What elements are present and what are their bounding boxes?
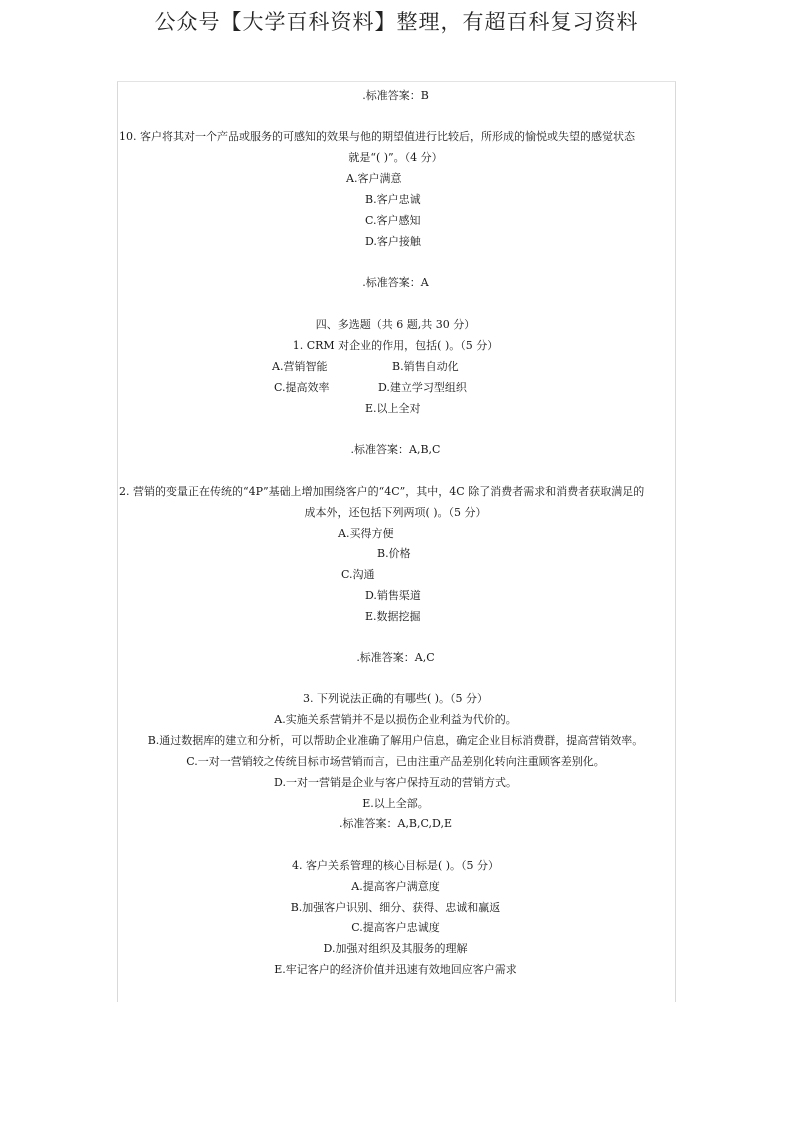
mq4-option-c: C.提高客户忠诚度 [351,921,440,934]
q10-text-line1: 10. 客户将其对一个产品或服务的可感知的效果与他的期望值进行比较后，所形成的愉悦或失望的感觉状态 [119,130,635,143]
q10-option-a: A.客户满意 [346,172,402,185]
mq1-option-e: E.以上全对 [365,402,421,415]
section4-title: 四、多选题（共 6 题,共 30 分） [315,318,476,331]
q10-option-b: B.客户忠诚 [365,193,421,206]
q9-answer: .标准答案：B [362,89,429,102]
mq1-option-b: B.销售自动化 [392,360,459,373]
mq2-option-c: C.沟通 [341,568,375,581]
mq2-option-a: A.买得方便 [338,527,394,540]
mq4-option-a: A.提高客户满意度 [351,880,440,893]
mq3-option-d: D.一对一营销是企业与客户保持互动的营销方式。 [274,776,517,789]
mq1-option-d: D.建立学习型组织 [378,381,467,394]
mq2-text-line2: 成本外，还包括下列两项( )。（5 分） [304,506,487,519]
page-header-title: 公众号【大学百科资料】整理，有超百科复习资料 [154,10,639,34]
mq2-option-b: B.价格 [377,547,411,560]
mq1-answer: .标准答案：A,B,C [350,443,441,456]
mq1-option-c: C.提高效率 [274,381,330,394]
mq4-option-e: E.牢记客户的经济价值并迅速有效地回应客户需求 [274,963,517,976]
mq3-option-a: A.实施关系营销并不是以损伤企业利益为代价的。 [274,713,517,726]
mq1-option-a: A.营销智能 [272,360,328,373]
q10-option-d: D.客户接触 [365,235,421,248]
mq2-answer: .标准答案：A,C [356,651,435,664]
mq1-text: 1. CRM 对企业的作用，包括( )。（5 分） [292,339,499,352]
q10-text-line2: 就是“( )”。（4 分） [348,151,443,164]
mq4-text: 4. 客户关系管理的核心目标是( )。（5 分） [291,859,500,872]
q10-answer: .标准答案：A [362,276,429,289]
mq2-text-line1: 2. 营销的变量正在传统的“4P”基础上增加围绕客户的“4C”，其中，4C 除了消费者需求和消费者获取满足的 [119,485,645,498]
mq2-option-d: D.销售渠道 [365,589,421,602]
mq3-answer: .标准答案：A,B,C,D,E [339,817,452,830]
mq2-option-e: E.数据挖掘 [365,610,421,623]
mq3-text: 3. 下列说法正确的有哪些( )。（5 分） [302,692,489,705]
mq4-option-d: D.加强对组织及其服务的理解 [323,942,468,955]
mq3-option-c: C.一对一营销较之传统目标市场营销而言，已由注重产品差别化转向注重顾客差别化。 [186,755,605,768]
q10-option-c: C.客户感知 [365,214,421,227]
mq3-option-e: E.以上全部。 [362,797,429,810]
mq3-option-b: B.通过数据库的建立和分析，可以帮助企业准确了解用户信息，确定企业目标消费群，提高营销效率。 [147,734,644,747]
mq4-option-b: B.加强客户识别、细分、获得、忠诚和赢返 [290,901,501,914]
